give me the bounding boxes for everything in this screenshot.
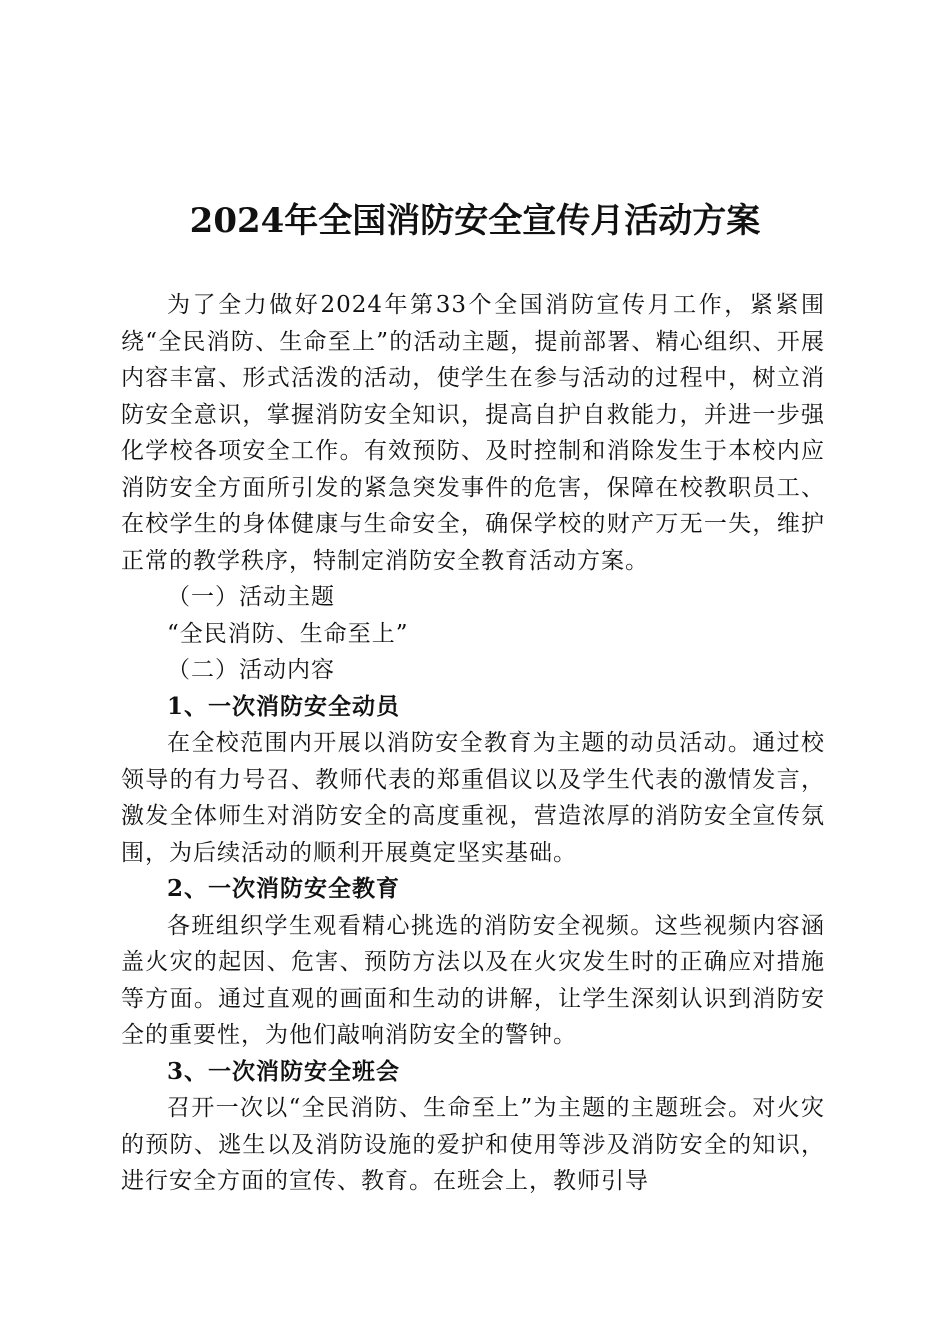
section-heading-content: （二）活动内容	[167, 657, 335, 683]
theme-slogan: “全民消防、生命至上”	[167, 620, 409, 647]
item-paragraph-2: 各班组织学生观看精心挑选的消防安全视频。这些视频内容涵盖火灾的起因、危害、预防方法以及在火灾发生时的正确应对措施等方面。通过直观的画面和生动的讲解，让学生深刻认识到消防安全的重要性，为他们敲响消防安全的警钟。	[121, 912, 825, 1048]
item-heading-3: 3、一次消防安全班会	[167, 1057, 401, 1085]
item-heading-1: 1、一次消防安全动员	[167, 692, 401, 720]
document-body	[121, 287, 825, 1200]
document-title: 2024年全国消防安全宣传月活动方案	[189, 201, 761, 241]
intro-paragraph: 为了全力做好2024年第33个全国消防宣传月工作，紧紧围绕“全民消防、生命至上”的活动主题，提前部署、精心组织、开展内容丰富、形式活泼的活动，使学生在参与活动的过程中，树立消防安全意识，掌握消防安全知识，提高自护自救能力，并进一步强化学校各项安全工作。有效预防、及时控制和消除发生于本校内应消防安全方面所引发的紧急突发事件的危害，保障在校教职员工、在校学生的身体健康与生命安全，确保学校的财产万无一失，维护正常的教学秩序，特制定消防安全教育活动方案。	[121, 292, 825, 574]
section-heading-theme: （一）活动主题	[167, 584, 335, 610]
item-heading-2: 2、一次消防安全教育	[167, 875, 401, 902]
item-paragraph-3: 召开一次以“全民消防、生命至上”为主题的主题班会。对火灾的预防、逃生以及消防设施的爱护和使用等涉及消防安全的知识，进行安全方面的宣传、教育。在班会上，教师引导	[121, 1095, 825, 1194]
item-paragraph-1: 在全校范围内开展以消防安全教育为主题的动员活动。通过校领导的有力号召、教师代表的郑重倡议以及学生代表的激情发言，激发全体师生对消防安全的高度重视，营造浓厚的消防安全宣传氛围，为后续活动的顺利开展奠定坚实基础。	[121, 730, 825, 866]
